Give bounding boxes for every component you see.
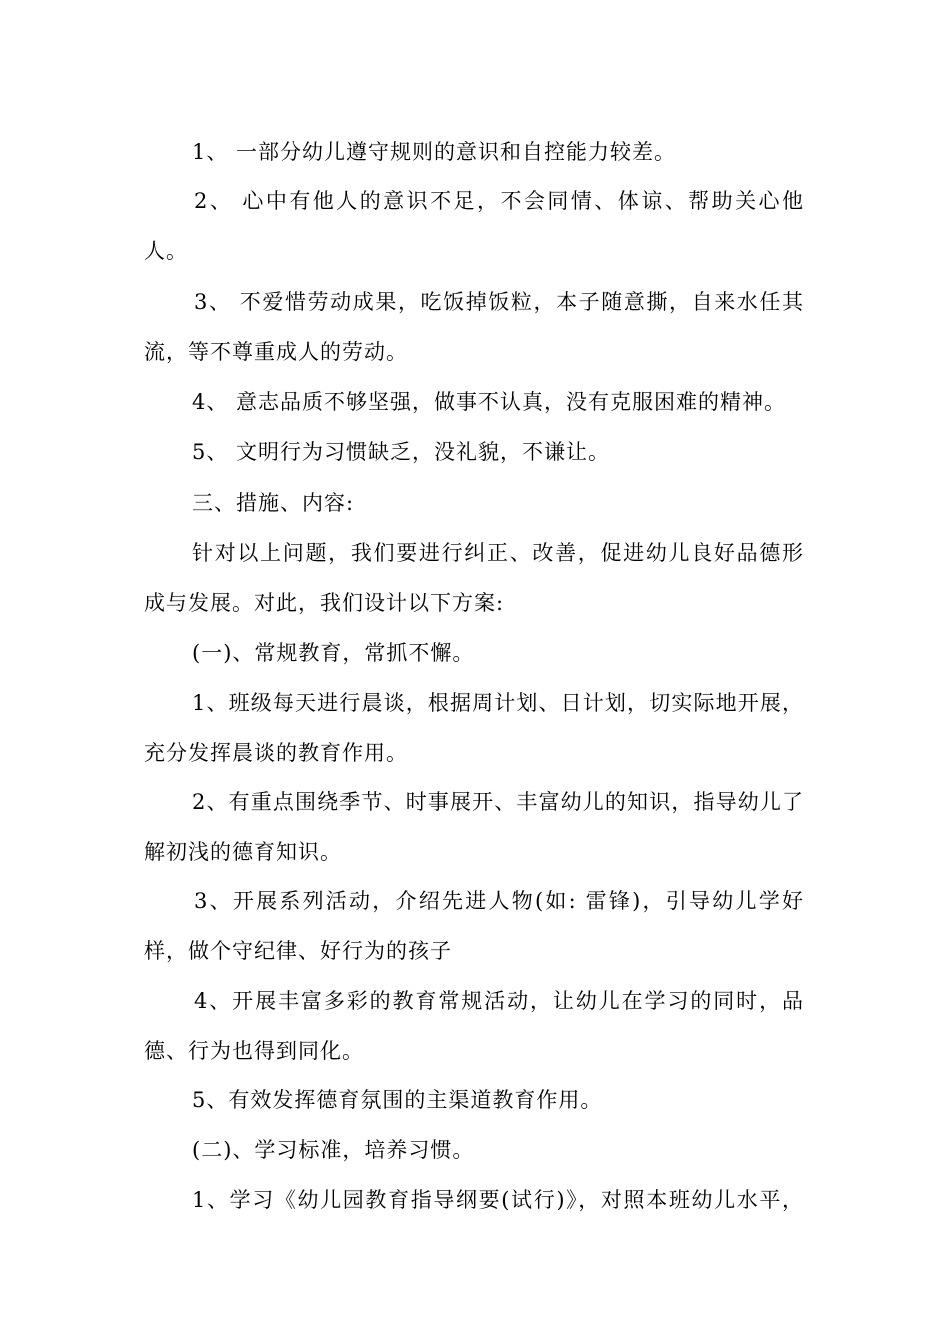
- text-line: 成与发展。对此，我们设计以下方案:: [144, 591, 505, 615]
- text-line: 解初浅的德育知识。: [144, 840, 342, 864]
- section-heading: 三、措施、内容:: [192, 491, 355, 515]
- text-line: 充分发挥晨谈的教育作用。: [144, 741, 408, 765]
- text-line: 2、有重点围绕季节、时事展开、丰富幼儿的知识，指导幼儿了: [192, 790, 804, 814]
- text-line: 1、班级每天进行晨谈，根据周计划、日计划，切实际地开展，: [192, 691, 804, 715]
- text-line: 4、开展丰富多彩的教育常规活动，让幼儿在学习的同时，品: [194, 989, 804, 1013]
- text-line: 5、 文明行为习惯缺乏，没礼貌，不谦让。: [192, 440, 611, 464]
- text-line: 4、 意志品质不够坚强，做事不认真，没有克服困难的精神。: [192, 390, 787, 414]
- text-line: 3、 不爱惜劳动成果，吃饭掉饭粒，本子随意撕，自来水任其: [194, 290, 804, 314]
- text-line: 德、行为也得到同化。: [144, 1039, 364, 1063]
- text-line: 针对以上问题，我们要进行纠正、改善，促进幼儿良好品德形: [192, 541, 804, 565]
- text-line: 样，做个守纪律、好行为的孩子: [144, 939, 452, 963]
- text-line: 1、 一部分幼儿遵守规则的意识和自控能力较差。: [192, 140, 677, 164]
- text-line: 流，等不尊重成人的劳动。: [144, 340, 408, 364]
- text-line: 2、 心中有他人的意识不足，不会同情、体谅、帮助关心他: [194, 189, 804, 213]
- subsection-heading: (二)、学习标准，培养习惯。: [192, 1138, 475, 1162]
- text-line: 3、开展系列活动，介绍先进人物(如: 雷锋)，引导幼儿学好: [194, 889, 804, 913]
- text-line: 1、学习《幼儿园教育指导纲要(试行)》，对照本班幼儿水平，: [192, 1188, 804, 1212]
- text-line: 5、有效发挥德育氛围的主渠道教育作用。: [192, 1088, 603, 1112]
- subsection-heading: (一)、常规教育，常抓不懈。: [192, 641, 475, 665]
- text-line: 人。: [144, 239, 188, 263]
